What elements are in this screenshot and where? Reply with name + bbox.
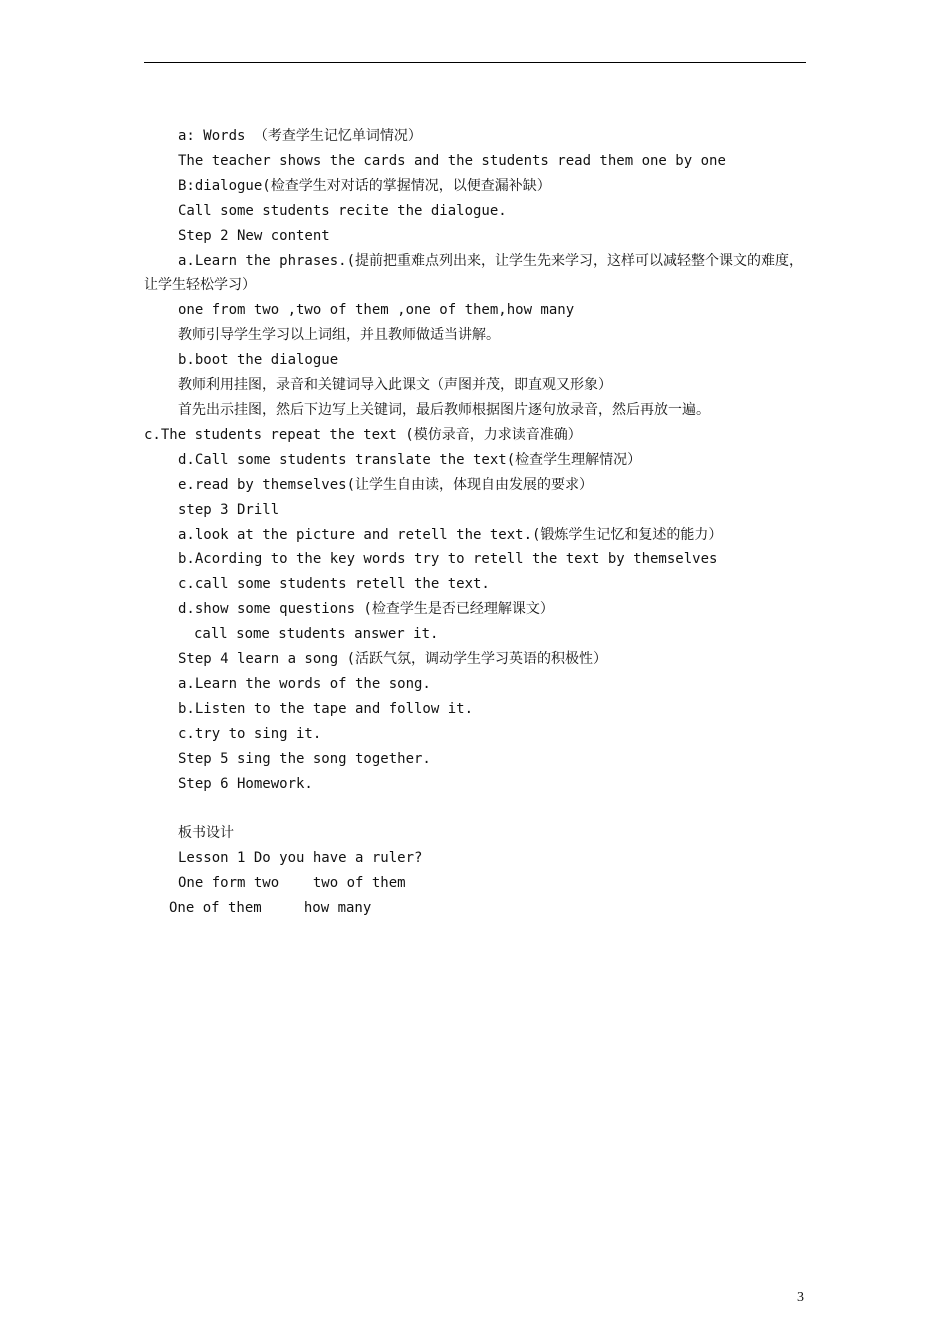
questions-line: d.show some questions (检查学生是否已经理解课文） xyxy=(178,601,554,618)
step6-heading: Step 6 Homework. xyxy=(178,775,313,792)
recite-line: Call some students recite the dialogue. xyxy=(178,202,507,219)
teacher-guide-line: 教师引导学生学习以上词组，并且教师做适当讲解。 xyxy=(178,327,500,344)
step3-heading: step 3 Drill xyxy=(178,501,280,518)
spacer xyxy=(144,796,812,821)
lesson-title-line: Lesson 1 Do you have a ruler? xyxy=(178,850,423,867)
listen-tape-line: b.Listen to the tape and follow it. xyxy=(178,700,474,717)
sing-line: c.try to sing it. xyxy=(178,725,322,742)
key-words-line: b.Acording to the key words try to retell the text by themselves xyxy=(178,551,718,568)
step2-heading: Step 2 New content xyxy=(178,227,330,244)
answer-line: call some students answer it. xyxy=(194,626,439,643)
wall-chart-line: 教师利用挂图，录音和关键词导入此课文（声图并茂，即直观又形象） xyxy=(178,377,612,394)
phrases-list-line: one from two ,two of them ,one of them,how many xyxy=(178,302,575,319)
board-phrases-line-2: One of them how many xyxy=(169,900,372,917)
step4-heading: Step 4 learn a song (活跃气氛，调动学生学习英语的积极性） xyxy=(178,651,608,668)
page-number: 3 xyxy=(797,1290,804,1305)
review-dialogue-line: B:dialogue(检查学生对对话的掌握情况，以便查漏补缺） xyxy=(178,177,551,194)
boot-dialogue-line: b.boot the dialogue xyxy=(178,352,339,369)
review-cards-line: The teacher shows the cards and the students read them one by one xyxy=(178,152,726,169)
header-rule xyxy=(144,62,806,63)
step5-heading: Step 5 sing the song together. xyxy=(178,750,431,767)
retell-picture-line: a.look at the picture and retell the text.(锻炼学生记忆和复述的能力） xyxy=(178,526,723,543)
review-words-line: a: Words （考查学生记忆单词情况） xyxy=(178,128,422,144)
read-themselves-line: e.read by themselves(让学生自由读，体现自由发展的要求） xyxy=(178,476,594,493)
lesson-body xyxy=(144,124,812,921)
blackboard-heading: 板书设计 xyxy=(178,825,234,842)
translate-line: d.Call some students translate the text(检查学生理解情况） xyxy=(178,451,642,468)
board-phrases-line-1: One form two two of them xyxy=(178,875,406,892)
song-words-line: a.Learn the words of the song. xyxy=(178,675,431,692)
retell-students-line: c.call some students retell the text. xyxy=(178,576,490,593)
show-chart-line: 首先出示挂图，然后下边写上关键词，最后教师根据图片逐句放录音，然后再放一遍。 xyxy=(178,401,710,418)
repeat-text-line: c.The students repeat the text (模仿录音，力求读音准确） xyxy=(144,426,582,443)
learn-phrases-line: a.Learn the phrases.(提前把重难点列出来，让学生先来学习，这样可以减轻整个课文的难度，让学生轻松学习） xyxy=(144,252,804,294)
